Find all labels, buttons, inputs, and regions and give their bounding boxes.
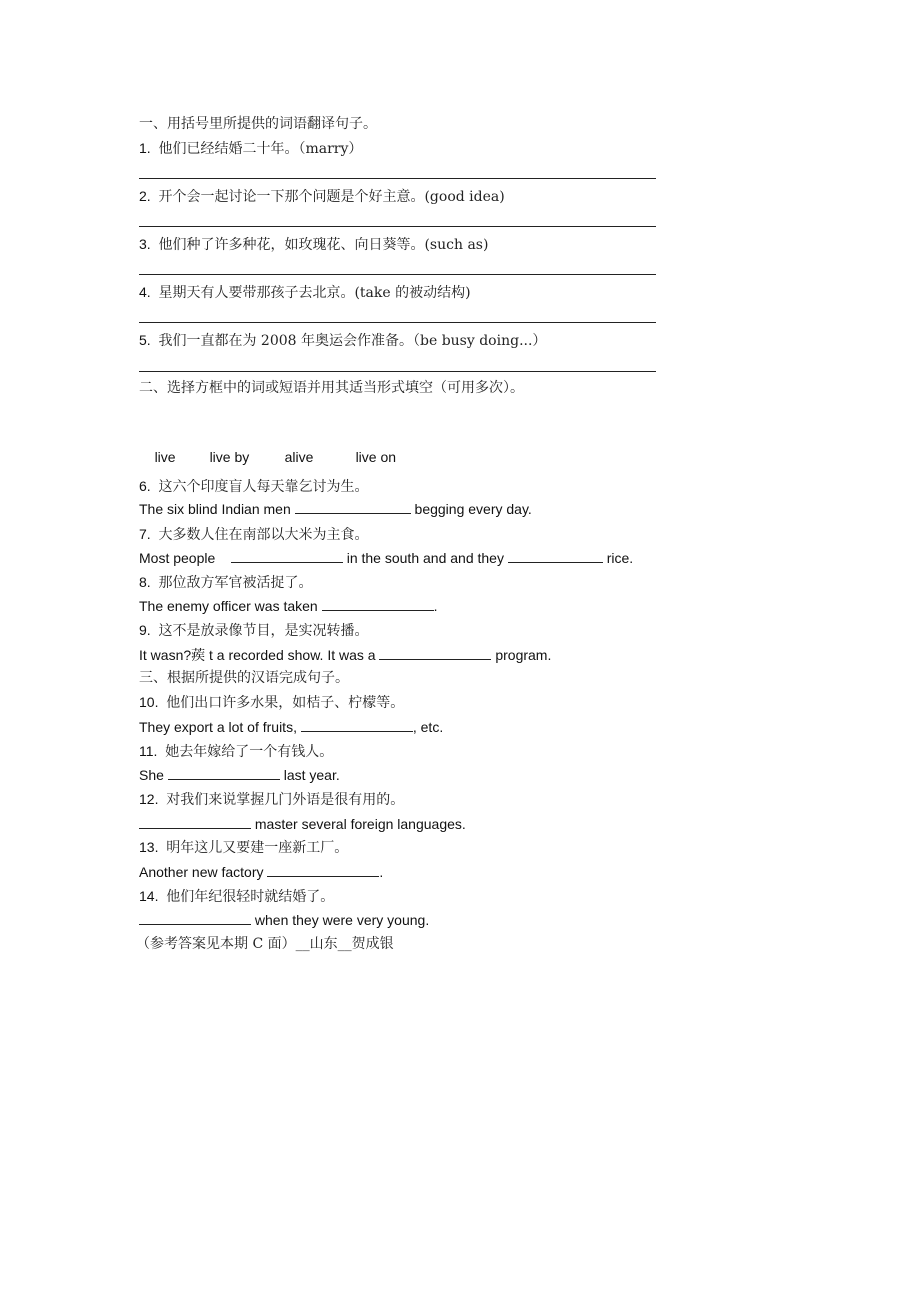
question-text: 那位敌方军官被活捉了。	[158, 575, 313, 591]
question-7-en	[139, 548, 633, 568]
question-text: 这不是放录像节目，是实况转播。	[158, 623, 369, 639]
fill-blank[interactable]	[379, 646, 491, 660]
question-text: 他们已经结婚二十年。（marry）	[158, 141, 363, 157]
question-text: 这六个印度盲人每天靠乞讨为生。	[158, 479, 369, 495]
question-text: 开个会一起讨论一下那个问题是个好主意。(good idea)	[158, 189, 505, 205]
word-option: alive	[284, 449, 314, 465]
question-8-en	[139, 596, 438, 616]
sentence-start: Another new factory	[139, 864, 268, 880]
sentence-end: begging every day.	[410, 501, 532, 517]
question-text: 她去年嫁给了一个有钱人。	[165, 744, 334, 760]
question-text: 明年这儿又要建一座新工厂。	[166, 840, 349, 856]
word-option: live	[154, 449, 176, 465]
fill-blank[interactable]	[508, 549, 603, 563]
section1-title: 一、用括号里所提供的词语翻译句子。	[139, 116, 377, 132]
question-number: 1.	[139, 140, 151, 156]
question-2	[139, 186, 505, 207]
question-12-cn	[139, 789, 404, 810]
question-number: 8.	[139, 574, 151, 590]
fill-blank[interactable]	[139, 815, 251, 829]
answer-line-5[interactable]	[139, 371, 656, 372]
question-7-cn	[139, 524, 368, 545]
sentence-end: rice.	[602, 550, 634, 566]
question-13-en	[139, 862, 383, 882]
answer-line-1[interactable]	[139, 178, 656, 179]
fill-blank[interactable]	[322, 597, 434, 611]
question-14-en	[139, 910, 429, 930]
sentence-middle: in the south and and they	[342, 550, 508, 566]
question-number: 11.	[139, 743, 158, 759]
question-3	[139, 234, 488, 255]
section3-title: 三、根据所提供的汉语完成句子。	[139, 670, 349, 686]
question-6-en	[139, 499, 532, 519]
section2-title: 二、选择方框中的词或短语并用其适当形式填空（可用多次）。	[139, 380, 524, 396]
fill-blank[interactable]	[139, 911, 251, 925]
fill-blank[interactable]	[267, 863, 379, 877]
word-option: live by	[209, 449, 250, 465]
question-number: 12.	[139, 791, 159, 807]
footer-note: （参考答案见本期 C 面）__山东__贺成银	[136, 936, 394, 952]
question-number: 7.	[139, 526, 151, 542]
sentence-start: The six blind Indian men	[139, 501, 295, 517]
question-1	[139, 138, 362, 159]
question-number: 2.	[139, 188, 151, 204]
question-text: 对我们来说掌握几门外语是很有用的。	[166, 792, 405, 808]
sentence-end: program.	[491, 647, 552, 663]
sentence-end: .	[433, 598, 438, 614]
question-number: 14.	[139, 888, 159, 904]
question-text: 他们出口许多水果，如桔子、柠檬等。	[166, 695, 405, 711]
fill-blank[interactable]	[295, 500, 411, 514]
question-text: 我们一直都在为 2008 年奥运会作准备。（be busy doing...）	[158, 333, 547, 349]
question-4	[139, 282, 471, 303]
fill-blank[interactable]	[301, 718, 413, 732]
word-option: live on	[355, 449, 397, 465]
answer-line-3[interactable]	[139, 274, 656, 275]
sentence-start: Most people	[139, 550, 231, 566]
question-text: 他们年纪很轻时就结婚了。	[166, 889, 335, 905]
question-5	[139, 330, 546, 351]
sentence-end: master several foreign languages.	[251, 816, 466, 832]
answer-line-2[interactable]	[139, 226, 656, 227]
question-text: 他们种了许多种花，如玫瑰花、向日葵等。(such as)	[158, 237, 489, 253]
fill-blank[interactable]	[168, 766, 280, 780]
question-9-en	[139, 645, 551, 665]
answer-line-4[interactable]	[139, 322, 656, 323]
sentence-start: They export a lot of fruits,	[139, 719, 301, 735]
sentence-start: She	[139, 767, 168, 783]
sentence-start: The enemy officer was taken	[139, 598, 322, 614]
sentence-end: , etc.	[412, 719, 444, 735]
question-8-cn	[139, 572, 312, 593]
question-13-cn	[139, 837, 348, 858]
question-14-cn	[139, 886, 334, 907]
question-number: 3.	[139, 236, 151, 252]
question-number: 5.	[139, 332, 151, 348]
question-9-cn	[139, 620, 368, 641]
question-10-cn	[139, 692, 404, 713]
sentence-end: when they were very young.	[251, 912, 430, 928]
question-10-en	[139, 717, 443, 737]
sentence-end: last year.	[279, 767, 340, 783]
question-number: 13.	[139, 839, 159, 855]
question-number: 10.	[139, 694, 159, 710]
question-text: 星期天有人要带那孩子去北京。(take 的被动结构)	[158, 285, 471, 301]
question-11-en	[139, 765, 340, 785]
question-11-cn	[139, 741, 333, 762]
sentence-end: .	[379, 864, 384, 880]
question-number: 9.	[139, 622, 151, 638]
fill-blank[interactable]	[231, 549, 343, 563]
sentence-start: It wasn?蒺 t a recorded show. It was a	[139, 647, 380, 663]
question-text: 大多数人住在南部以大米为主食。	[158, 527, 369, 543]
question-12-en	[139, 814, 466, 834]
question-number: 6.	[139, 478, 151, 494]
question-6-cn	[139, 476, 368, 497]
question-number: 4.	[139, 284, 151, 300]
